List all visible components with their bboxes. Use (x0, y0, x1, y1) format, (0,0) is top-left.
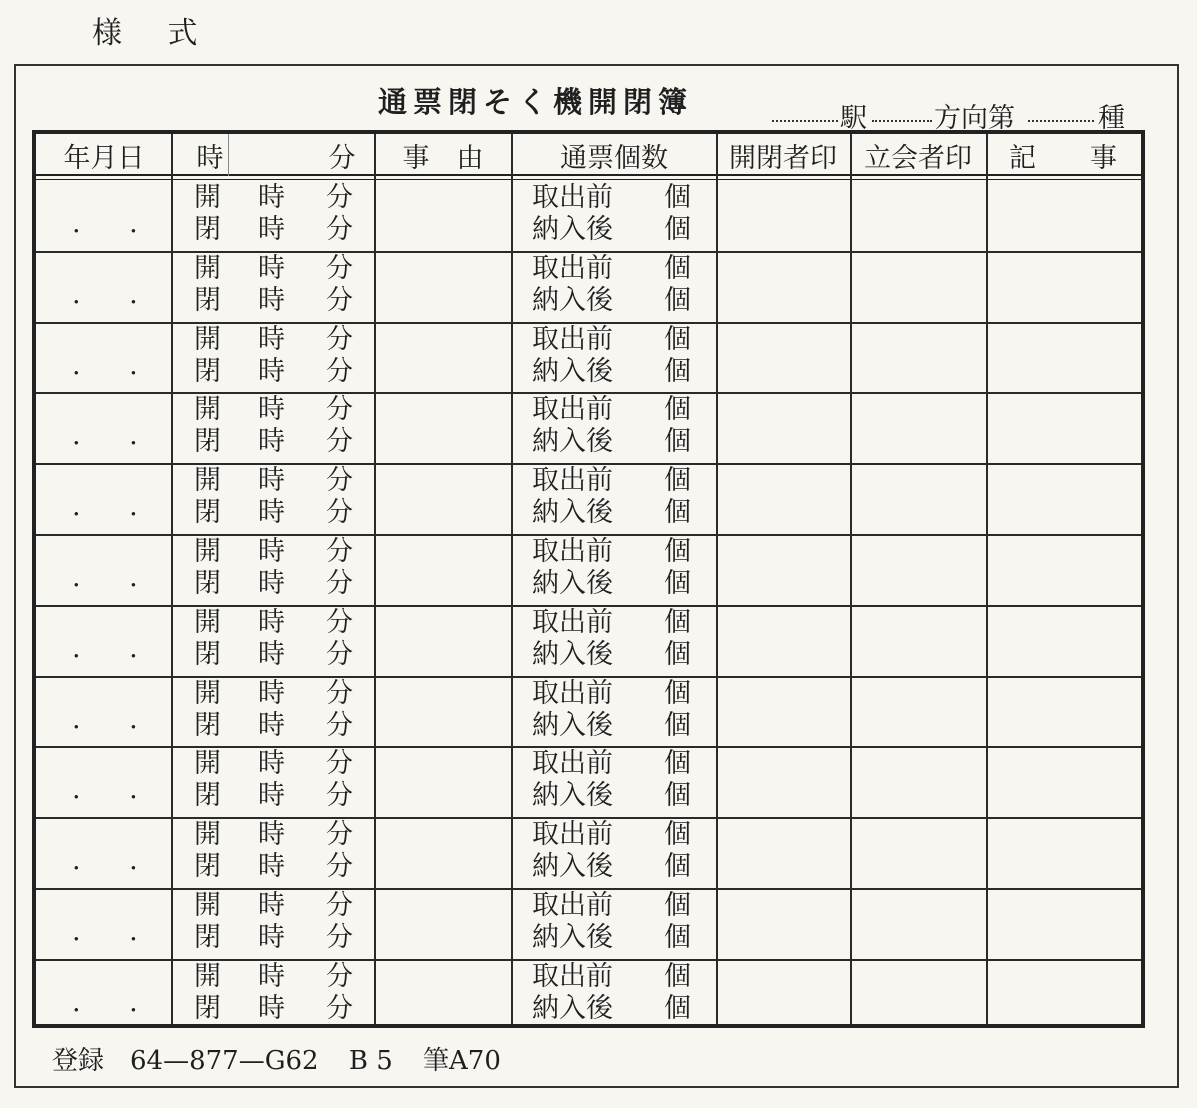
column-divider (374, 134, 376, 1024)
row-open-label: 開 (194, 819, 221, 851)
row-before-unit: 個 (664, 394, 691, 426)
row-open-label: 開 (194, 677, 221, 709)
row-date: . . (72, 420, 158, 452)
row-date: . . (72, 491, 158, 523)
row-open-hour: 時 (258, 606, 285, 638)
row-close-minute: 分 (326, 214, 353, 245)
row-close-hour: 時 (258, 497, 285, 529)
row-after-unit: 個 (664, 851, 691, 883)
row-open-label: 開 (194, 323, 221, 355)
row-close-hour: 時 (258, 851, 285, 883)
row-before-label: 取出前 (532, 819, 613, 851)
row-before-label: 取出前 (532, 748, 613, 780)
col-header-reason: 事 由 (402, 142, 484, 174)
row-before-label: 取出前 (532, 465, 613, 497)
row-open-hour: 時 (258, 536, 285, 567)
row-open-minute: 分 (326, 323, 353, 355)
row-close-minute: 分 (326, 426, 353, 458)
row-close-hour: 時 (258, 780, 285, 812)
row-close-minute: 分 (326, 922, 353, 953)
row-after-unit: 個 (664, 638, 691, 670)
row-open-label: 開 (194, 182, 221, 213)
col-header-operator-seal: 開閉者印 (729, 142, 837, 174)
row-open-minute: 分 (326, 394, 353, 426)
column-divider (511, 134, 513, 1024)
row-close-label: 閉 (194, 851, 221, 883)
row-after-unit: 個 (664, 992, 691, 1024)
row-close-minute: 分 (326, 497, 353, 529)
row-before-label: 取出前 (532, 606, 613, 638)
row-before-label: 取出前 (532, 182, 613, 213)
station-blank (772, 120, 838, 122)
row-close-hour: 時 (258, 568, 285, 599)
row-after-label: 納入後 (532, 426, 613, 458)
page-label: 様 式 (92, 16, 216, 51)
row-after-unit: 個 (664, 284, 691, 316)
row-after-unit: 個 (664, 709, 691, 741)
row-open-minute: 分 (326, 890, 353, 921)
row-open-minute: 分 (326, 960, 353, 992)
row-close-hour: 時 (258, 355, 285, 387)
row-after-label: 納入後 (532, 638, 613, 670)
row-date: . . (72, 986, 158, 1018)
row-open-hour: 時 (258, 890, 285, 921)
row-before-unit: 個 (664, 606, 691, 638)
row-open-minute: 分 (326, 465, 353, 497)
column-divider (716, 134, 718, 1024)
row-after-label: 納入後 (532, 922, 613, 953)
row-after-unit: 個 (664, 214, 691, 245)
row-open-hour: 時 (258, 960, 285, 992)
form-code: 筆A70 (423, 1046, 501, 1076)
row-open-minute: 分 (326, 536, 353, 567)
row-before-label: 取出前 (532, 677, 613, 709)
row-after-label: 納入後 (532, 851, 613, 883)
row-open-label: 開 (194, 252, 221, 284)
row-open-label: 開 (194, 606, 221, 638)
row-open-minute: 分 (326, 819, 353, 851)
row-before-label: 取出前 (532, 536, 613, 567)
row-close-minute: 分 (326, 284, 353, 316)
row-close-label: 閉 (194, 638, 221, 670)
row-before-unit: 個 (664, 465, 691, 497)
row-open-label: 開 (194, 394, 221, 426)
column-divider (850, 134, 852, 1024)
column-divider (228, 134, 229, 176)
row-before-unit: 個 (664, 536, 691, 567)
row-close-minute: 分 (326, 780, 353, 812)
row-after-label: 納入後 (532, 568, 613, 599)
row-before-unit: 個 (664, 677, 691, 709)
row-before-label: 取出前 (532, 960, 613, 992)
col-header-minute: 分 (328, 142, 356, 174)
row-close-hour: 時 (258, 709, 285, 741)
row-date: . . (72, 562, 158, 593)
row-after-unit: 個 (664, 568, 691, 599)
col-header-date: 年月日 (63, 142, 145, 174)
row-after-label: 納入後 (532, 780, 613, 812)
row-open-minute: 分 (326, 182, 353, 213)
row-open-hour: 時 (258, 394, 285, 426)
row-after-unit: 個 (664, 497, 691, 529)
footer (52, 1040, 523, 1077)
row-open-minute: 分 (326, 748, 353, 780)
type-label: 種 (1098, 103, 1125, 134)
row-open-hour: 時 (258, 465, 285, 497)
row-date: . . (72, 632, 158, 664)
row-open-label: 開 (194, 748, 221, 780)
row-date: . . (72, 774, 158, 806)
row-after-unit: 個 (664, 922, 691, 953)
row-date: . . (72, 349, 158, 381)
row-close-minute: 分 (326, 851, 353, 883)
row-open-hour: 時 (258, 819, 285, 851)
row-close-label: 閉 (194, 355, 221, 387)
row-close-minute: 分 (326, 568, 353, 599)
row-open-label: 開 (194, 536, 221, 567)
row-open-label: 開 (194, 465, 221, 497)
row-close-label: 閉 (194, 709, 221, 741)
row-date: . . (72, 845, 158, 877)
row-open-hour: 時 (258, 323, 285, 355)
row-close-label: 閉 (194, 922, 221, 953)
row-open-hour: 時 (258, 677, 285, 709)
direction-blank (872, 120, 932, 122)
row-after-label: 納入後 (532, 992, 613, 1024)
row-open-minute: 分 (326, 252, 353, 284)
header-fields (772, 96, 1137, 132)
row-close-label: 閉 (194, 497, 221, 529)
row-before-label: 取出前 (532, 323, 613, 355)
header-rule (36, 174, 1141, 176)
row-before-unit: 個 (664, 748, 691, 780)
row-open-hour: 時 (258, 182, 285, 213)
row-close-hour: 時 (258, 638, 285, 670)
row-date: . . (72, 703, 158, 735)
row-close-label: 閉 (194, 214, 221, 245)
type-blank (1028, 120, 1094, 122)
row-before-unit: 個 (664, 252, 691, 284)
header-rule-double (36, 179, 1141, 180)
row-close-minute: 分 (326, 638, 353, 670)
station-label: 駅 (840, 103, 867, 134)
row-before-unit: 個 (664, 960, 691, 992)
row-open-minute: 分 (326, 677, 353, 709)
row-close-hour: 時 (258, 992, 285, 1024)
row-after-unit: 個 (664, 426, 691, 458)
row-close-label: 閉 (194, 992, 221, 1024)
paper-size: B 5 (348, 1046, 393, 1076)
col-header-token-count: 通票個数 (560, 142, 668, 174)
row-after-label: 納入後 (532, 497, 613, 529)
col-header-remarks: 記 事 (1009, 142, 1117, 174)
row-open-hour: 時 (258, 252, 285, 284)
row-close-label: 閉 (194, 426, 221, 458)
row-close-hour: 時 (258, 214, 285, 245)
row-after-label: 納入後 (532, 709, 613, 741)
column-divider (986, 134, 988, 1024)
row-open-label: 開 (194, 890, 221, 921)
row-before-label: 取出前 (532, 890, 613, 921)
row-after-unit: 個 (664, 780, 691, 812)
row-close-hour: 時 (258, 922, 285, 953)
row-before-unit: 個 (664, 890, 691, 921)
row-date: . . (72, 916, 158, 947)
row-open-minute: 分 (326, 606, 353, 638)
row-after-label: 納入後 (532, 355, 613, 387)
form-title: 通票閉そく機開閉簿 (378, 85, 694, 119)
row-before-label: 取出前 (532, 394, 613, 426)
row-close-minute: 分 (326, 992, 353, 1024)
row-close-label: 閉 (194, 780, 221, 812)
col-header-hour: 時 (196, 142, 224, 174)
row-after-unit: 個 (664, 355, 691, 387)
row-after-label: 納入後 (532, 284, 613, 316)
column-divider (171, 134, 173, 1024)
registration-number: 登録 64—877—G62 (52, 1046, 319, 1076)
row-before-label: 取出前 (532, 252, 613, 284)
row-open-label: 開 (194, 960, 221, 992)
row-close-minute: 分 (326, 709, 353, 741)
row-before-unit: 個 (664, 819, 691, 851)
col-header-witness-seal: 立会者印 (864, 142, 972, 174)
row-after-label: 納入後 (532, 214, 613, 245)
row-open-hour: 時 (258, 748, 285, 780)
row-close-label: 閉 (194, 568, 221, 599)
row-close-hour: 時 (258, 284, 285, 316)
row-date: . . (72, 278, 158, 310)
row-before-unit: 個 (664, 323, 691, 355)
row-date: . . (72, 208, 158, 239)
row-close-minute: 分 (326, 355, 353, 387)
row-before-unit: 個 (664, 182, 691, 213)
row-close-label: 閉 (194, 284, 221, 316)
row-close-hour: 時 (258, 426, 285, 458)
direction-label: 方向第 (934, 103, 1015, 134)
